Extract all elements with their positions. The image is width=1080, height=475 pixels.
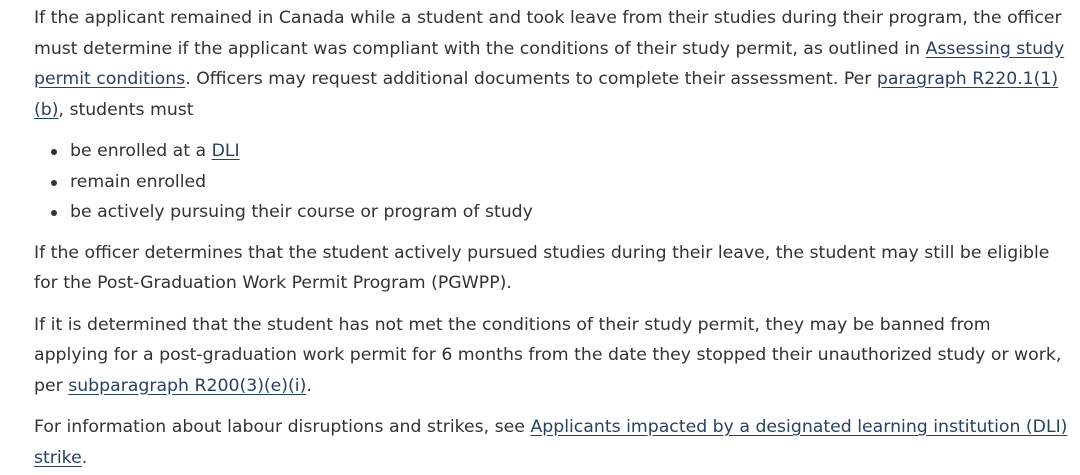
student-requirements-list: [34, 136, 1070, 228]
paragraph-leave-compliance: [34, 3, 1070, 125]
dli-link[interactable]: DLI: [211, 141, 240, 161]
paragraph-text: .: [81, 447, 88, 468]
paragraph-labour-disruptions: [34, 412, 1070, 473]
paragraph-pgwpp-eligibility: [34, 238, 1070, 299]
dli-strike-link[interactable]: Applicants impacted by a designated learning institution (DLI) strike: [34, 417, 1068, 468]
list-item-text: remain enrolled: [70, 171, 207, 192]
paragraph-text: If it is determined that the student has not met the conditions of their study permit, they may be banned from applying for a post-graduation work permit for 6 months from the date they stopped their unauthorized study or work, per: [34, 314, 1062, 396]
paragraph-text: For information about labour disruptions and strikes, see: [34, 417, 531, 437]
paragraph-ban-conditions: [34, 310, 1070, 402]
paragraph-text: If the officer determines that the student actively pursued studies during their leave, the student may still be eligible for the Post-Graduation Work Permit Program (PGWPP).: [34, 242, 1050, 293]
paragraph-text: , students must: [58, 99, 194, 120]
paragraph-text: . Officers may request additional documents to complete their assessment. Per: [185, 69, 877, 89]
paragraph-r220-link[interactable]: paragraph R220.1(1)(b): [34, 69, 1059, 120]
list-item: [34, 197, 1070, 228]
assessing-study-permit-conditions-link[interactable]: Assessing study permit conditions: [34, 38, 1065, 89]
subparagraph-r200-link[interactable]: subparagraph R200(3)(e)(i): [68, 375, 307, 396]
paragraph-text: .: [306, 375, 312, 396]
paragraph-text: If the applicant remained in Canada while a student and took leave from their studies during their program, the officer must determine if the applicant was compliant with the conditions of their study permit, as outlined in: [34, 8, 1062, 59]
list-item: [34, 167, 1070, 198]
list-item-text: be actively pursuing their course or program of study: [70, 202, 533, 222]
list-item: [34, 136, 1070, 167]
list-item-text: be enrolled at a: [70, 141, 212, 161]
